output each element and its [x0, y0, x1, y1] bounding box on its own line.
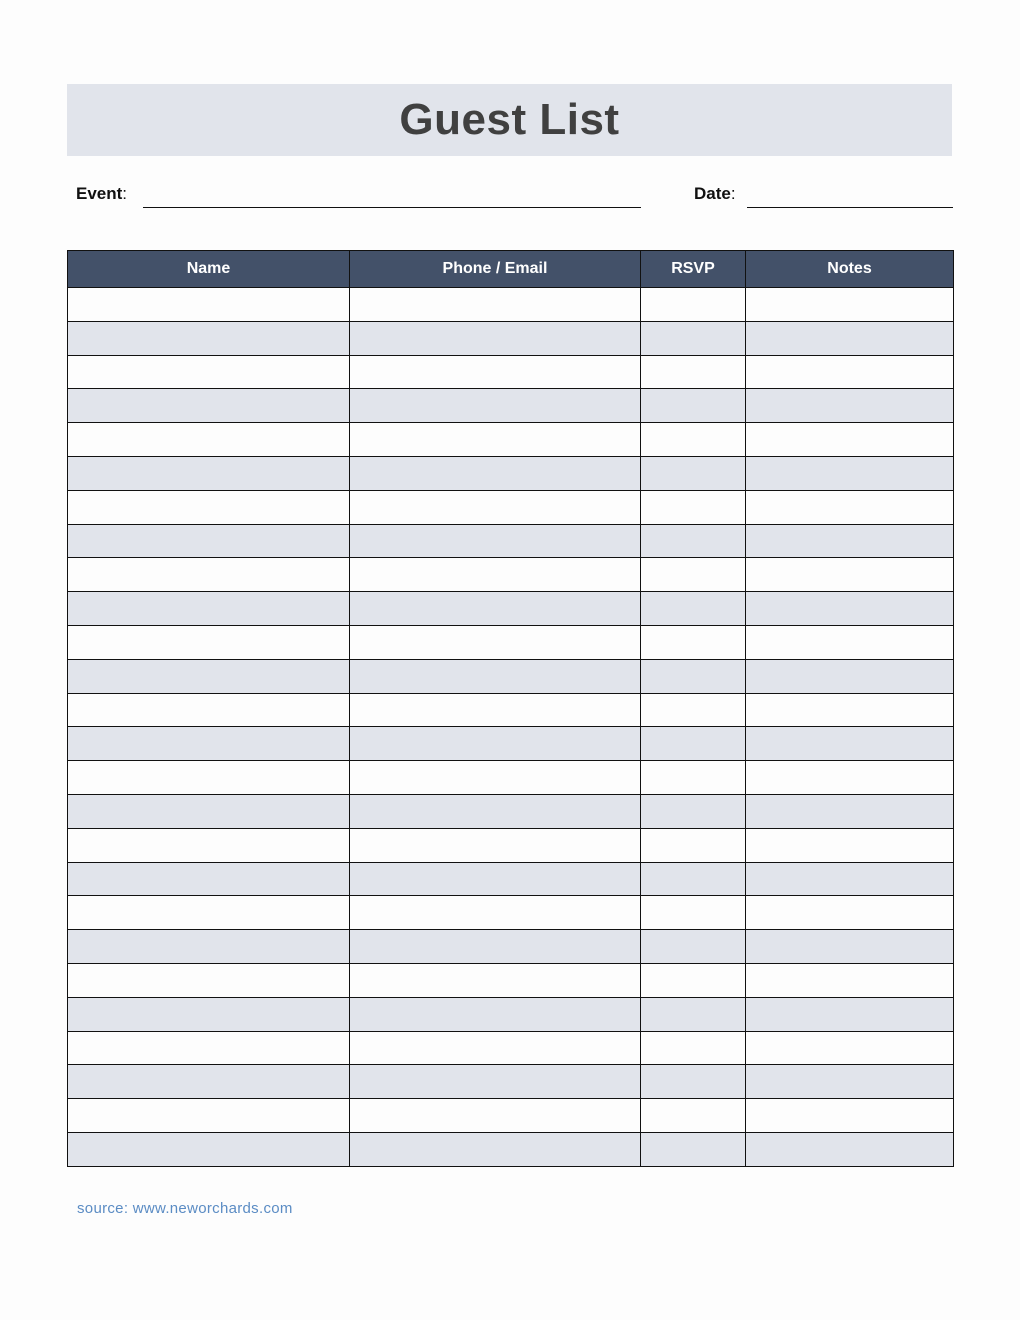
cell-rsvp[interactable] — [641, 423, 746, 457]
cell-name[interactable] — [68, 321, 350, 355]
table-row — [68, 625, 954, 659]
cell-phone-email[interactable] — [350, 592, 641, 626]
cell-notes[interactable] — [746, 1031, 954, 1065]
cell-name[interactable] — [68, 761, 350, 795]
cell-rsvp[interactable] — [641, 1132, 746, 1166]
cell-notes[interactable] — [746, 288, 954, 322]
table-row — [68, 896, 954, 930]
cell-phone-email[interactable] — [350, 828, 641, 862]
cell-name[interactable] — [68, 1031, 350, 1065]
cell-name[interactable] — [68, 423, 350, 457]
cell-notes[interactable] — [746, 1099, 954, 1133]
cell-phone-email[interactable] — [350, 625, 641, 659]
cell-name[interactable] — [68, 592, 350, 626]
table-header-row — [68, 251, 954, 288]
cell-notes[interactable] — [746, 727, 954, 761]
table-row — [68, 288, 954, 322]
cell-name[interactable] — [68, 963, 350, 997]
table-row — [68, 355, 954, 389]
table-row — [68, 524, 954, 558]
cell-rsvp[interactable] — [641, 456, 746, 490]
table-row — [68, 761, 954, 795]
table-row — [68, 321, 954, 355]
guest-table — [67, 250, 954, 1167]
cell-name[interactable] — [68, 1065, 350, 1099]
cell-name[interactable] — [68, 828, 350, 862]
cell-phone-email[interactable] — [350, 1031, 641, 1065]
table-row — [68, 490, 954, 524]
cell-phone-email[interactable] — [350, 423, 641, 457]
cell-name[interactable] — [68, 997, 350, 1031]
cell-phone-email[interactable] — [350, 389, 641, 423]
cell-name[interactable] — [68, 1099, 350, 1133]
cell-name[interactable] — [68, 558, 350, 592]
table-row — [68, 592, 954, 626]
cell-notes[interactable] — [746, 1132, 954, 1166]
cell-notes[interactable] — [746, 693, 954, 727]
cell-notes[interactable] — [746, 592, 954, 626]
cell-rsvp[interactable] — [641, 321, 746, 355]
event-field[interactable] — [143, 207, 641, 208]
cell-rsvp[interactable] — [641, 558, 746, 592]
cell-name[interactable] — [68, 288, 350, 322]
cell-notes[interactable] — [746, 761, 954, 795]
cell-name[interactable] — [68, 693, 350, 727]
table-row — [68, 963, 954, 997]
cell-rsvp[interactable] — [641, 355, 746, 389]
table-row — [68, 423, 954, 457]
table-row — [68, 1031, 954, 1065]
cell-rsvp[interactable] — [641, 1099, 746, 1133]
column-header-phone-email: Phone / Email — [350, 251, 641, 288]
cell-notes[interactable] — [746, 355, 954, 389]
cell-rsvp[interactable] — [641, 389, 746, 423]
cell-rsvp[interactable] — [641, 727, 746, 761]
cell-rsvp[interactable] — [641, 625, 746, 659]
table-row — [68, 930, 954, 964]
cell-rsvp[interactable] — [641, 930, 746, 964]
table-row — [68, 794, 954, 828]
cell-notes[interactable] — [746, 524, 954, 558]
table-row — [68, 727, 954, 761]
cell-phone-email[interactable] — [350, 896, 641, 930]
table-row — [68, 558, 954, 592]
cell-name[interactable] — [68, 490, 350, 524]
table-row — [68, 828, 954, 862]
cell-rsvp[interactable] — [641, 490, 746, 524]
cell-name[interactable] — [68, 456, 350, 490]
table-row — [68, 997, 954, 1031]
cell-notes[interactable] — [746, 625, 954, 659]
cell-notes[interactable] — [746, 896, 954, 930]
cell-rsvp[interactable] — [641, 794, 746, 828]
cell-rsvp[interactable] — [641, 761, 746, 795]
cell-name[interactable] — [68, 389, 350, 423]
table-row — [68, 1099, 954, 1133]
cell-notes[interactable] — [746, 794, 954, 828]
cell-phone-email[interactable] — [350, 490, 641, 524]
cell-notes[interactable] — [746, 1065, 954, 1099]
table-row — [68, 389, 954, 423]
guest-table-body — [68, 288, 954, 1167]
table-row — [68, 659, 954, 693]
table-row — [68, 693, 954, 727]
cell-phone-email[interactable] — [350, 963, 641, 997]
cell-notes[interactable] — [746, 321, 954, 355]
cell-phone-email[interactable] — [350, 321, 641, 355]
cell-phone-email[interactable] — [350, 727, 641, 761]
cell-phone-email[interactable] — [350, 456, 641, 490]
cell-phone-email[interactable] — [350, 558, 641, 592]
event-label: Event: — [76, 184, 128, 203]
cell-rsvp[interactable] — [641, 862, 746, 896]
cell-phone-email[interactable] — [350, 355, 641, 389]
column-header-notes: Notes — [746, 251, 954, 288]
cell-phone-email[interactable] — [350, 1099, 641, 1133]
page-title: Guest List — [399, 95, 620, 144]
cell-phone-email[interactable] — [350, 288, 641, 322]
cell-phone-email[interactable] — [350, 761, 641, 795]
cell-notes[interactable] — [746, 423, 954, 457]
cell-phone-email[interactable] — [350, 794, 641, 828]
column-header-name: Name — [68, 251, 350, 288]
cell-notes[interactable] — [746, 659, 954, 693]
cell-phone-email[interactable] — [350, 862, 641, 896]
cell-phone-email[interactable] — [350, 1065, 641, 1099]
cell-notes[interactable] — [746, 558, 954, 592]
cell-name[interactable] — [68, 1132, 350, 1166]
cell-name[interactable] — [68, 930, 350, 964]
cell-name[interactable] — [68, 625, 350, 659]
column-header-rsvp: RSVP — [641, 251, 746, 288]
cell-notes[interactable] — [746, 828, 954, 862]
table-row — [68, 1132, 954, 1166]
cell-rsvp[interactable] — [641, 963, 746, 997]
date-label: Date: — [694, 184, 736, 203]
table-row — [68, 456, 954, 490]
source-credit: source: www.neworchards.com — [77, 1200, 293, 1217]
date-field[interactable] — [747, 207, 953, 208]
cell-phone-email[interactable] — [350, 997, 641, 1031]
cell-name[interactable] — [68, 355, 350, 389]
event-date-row — [76, 178, 953, 210]
cell-notes[interactable] — [746, 389, 954, 423]
cell-name[interactable] — [68, 524, 350, 558]
cell-phone-email[interactable] — [350, 930, 641, 964]
title-banner — [67, 84, 952, 156]
cell-name[interactable] — [68, 794, 350, 828]
cell-rsvp[interactable] — [641, 288, 746, 322]
cell-name[interactable] — [68, 896, 350, 930]
cell-phone-email[interactable] — [350, 693, 641, 727]
cell-name[interactable] — [68, 727, 350, 761]
cell-notes[interactable] — [746, 490, 954, 524]
cell-notes[interactable] — [746, 930, 954, 964]
cell-name[interactable] — [68, 862, 350, 896]
cell-rsvp[interactable] — [641, 1065, 746, 1099]
cell-notes[interactable] — [746, 862, 954, 896]
cell-notes[interactable] — [746, 456, 954, 490]
cell-notes[interactable] — [746, 997, 954, 1031]
cell-rsvp[interactable] — [641, 828, 746, 862]
cell-phone-email[interactable] — [350, 659, 641, 693]
cell-phone-email[interactable] — [350, 1132, 641, 1166]
cell-rsvp[interactable] — [641, 896, 746, 930]
cell-rsvp[interactable] — [641, 997, 746, 1031]
cell-rsvp[interactable] — [641, 693, 746, 727]
cell-rsvp[interactable] — [641, 659, 746, 693]
cell-rsvp[interactable] — [641, 524, 746, 558]
table-row — [68, 862, 954, 896]
cell-phone-email[interactable] — [350, 524, 641, 558]
cell-name[interactable] — [68, 659, 350, 693]
table-row — [68, 1065, 954, 1099]
cell-rsvp[interactable] — [641, 592, 746, 626]
cell-rsvp[interactable] — [641, 1031, 746, 1065]
cell-notes[interactable] — [746, 963, 954, 997]
